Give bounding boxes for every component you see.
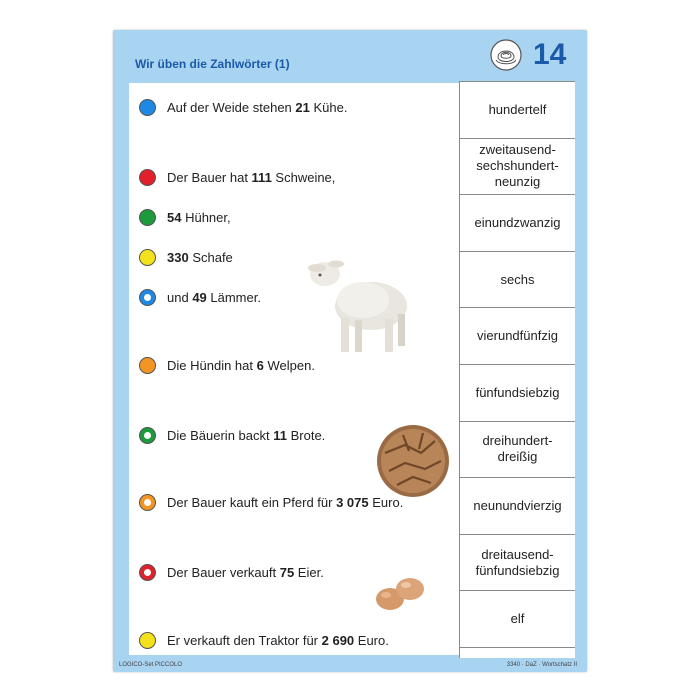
sentence-text (167, 358, 315, 373)
sentence-pre: Der Bauer hat (167, 169, 252, 185)
sentence-text (167, 428, 325, 443)
answer-text (476, 547, 560, 579)
color-dot-marker-icon (139, 169, 156, 186)
answer-text (482, 433, 552, 465)
color-dot-marker-icon (139, 99, 156, 116)
answer-line: neunzig (494, 174, 541, 190)
footer-product-code: 3340 · DaZ · Wortschatz II (506, 662, 577, 668)
sentence-pre: Die Bäuerin backt (167, 427, 274, 443)
sentence-panel (129, 83, 459, 655)
answer-line: einundzwanzig (474, 214, 561, 230)
sentence-post: Euro. (368, 494, 404, 510)
answer-line: elf (510, 611, 525, 627)
sentence-row (139, 560, 324, 584)
bread-image (375, 423, 451, 499)
sentence-pre: Er verkauft den Traktor für (167, 632, 322, 648)
sentence-row (139, 95, 347, 119)
sentence-row (139, 353, 315, 377)
answer-cell[interactable] (460, 478, 575, 535)
color-dot-marker-icon (139, 357, 156, 374)
answer-text (501, 272, 535, 288)
color-dot-marker-icon (139, 209, 156, 226)
answer-text (476, 142, 558, 190)
sentence-text (167, 170, 335, 185)
answer-line: vierundfünfzig (477, 328, 558, 344)
color-ring-marker-icon (139, 289, 156, 306)
sentence-text (167, 633, 389, 648)
sentence-row (139, 423, 325, 447)
answer-line: dreißig (497, 449, 538, 465)
sentence-text (167, 250, 233, 265)
sentence-row (139, 628, 389, 652)
sentence-post: Eier. (294, 564, 324, 580)
sentence-post: Schweine, (271, 169, 336, 185)
answer-text (474, 215, 560, 231)
sentence-post: Lämmer. (206, 289, 261, 305)
answer-cell[interactable] (460, 591, 575, 648)
sentence-number: 21 (295, 99, 310, 115)
answer-column (459, 81, 575, 658)
sentence-post: Hühner, (181, 209, 231, 225)
sentence-number: 330 (167, 249, 189, 265)
sentence-text (167, 565, 324, 580)
sentence-pre: Der Bauer kauft ein Pferd für (167, 494, 337, 510)
exercise-card (113, 30, 587, 672)
sentence-number: 2 690 (321, 632, 355, 648)
color-ring-marker-icon (139, 427, 156, 444)
sentence-number: 3 075 (336, 494, 369, 510)
answer-line: dreihundert- (482, 433, 553, 449)
sentence-text (167, 290, 261, 305)
answer-text (476, 385, 560, 401)
sentence-number: 49 (192, 289, 207, 305)
sentence-text (167, 100, 347, 115)
sentence-post: Welpen. (263, 357, 315, 373)
answer-cell[interactable] (460, 422, 575, 479)
lamb-image (303, 248, 415, 358)
rose-symbol-icon (489, 38, 523, 72)
color-ring-marker-icon (139, 564, 156, 581)
sentence-row (139, 165, 335, 189)
answer-line: fünfundsiebzig (475, 384, 560, 400)
answer-line: hundertelf (488, 101, 547, 117)
sentence-number: 54 (167, 209, 182, 225)
answer-cell[interactable] (460, 252, 575, 309)
sentence-row (139, 245, 233, 269)
sentence-text (167, 210, 231, 225)
answer-line: dreitausend- (481, 546, 554, 562)
sentence-number: 6 (256, 357, 264, 373)
sentence-text (167, 495, 403, 510)
answer-cell[interactable] (460, 82, 575, 139)
color-dot-marker-icon (139, 249, 156, 266)
sentence-row (139, 490, 403, 514)
sentence-number: 111 (251, 169, 272, 185)
answer-cell[interactable] (460, 195, 575, 252)
sentence-pre: und (167, 289, 193, 305)
sentence-pre: Die Hündin hat (167, 357, 257, 373)
eggs-image (372, 573, 428, 615)
answer-text (511, 611, 525, 627)
page-number: 14 (533, 38, 567, 71)
answer-line: fünfundsiebzig (475, 562, 560, 578)
answer-line: zweitausend- (479, 142, 556, 158)
sentence-row (139, 285, 261, 309)
answer-cell[interactable] (460, 535, 575, 592)
page-title: Wir üben die Zahlwörter (1) (135, 57, 290, 71)
answer-line: neunundvierzig (473, 497, 562, 513)
sentence-row (139, 205, 231, 229)
answer-cell[interactable] (460, 308, 575, 365)
answer-text (477, 328, 558, 344)
sentence-post: Brote. (286, 427, 326, 443)
sentence-post: Kühe. (309, 99, 348, 115)
sentence-pre: Der Bauer verkauft (167, 564, 280, 580)
sentence-post: Schafe (188, 249, 233, 265)
answer-line: sechs (500, 271, 535, 287)
sentence-number: 11 (273, 427, 287, 443)
sentence-pre: Auf der Weide stehen (167, 99, 296, 115)
sentence-post: Euro. (354, 632, 389, 648)
footer-set-name: LOGICO-Set PICCOLO (119, 662, 183, 668)
answer-text (473, 498, 561, 514)
color-ring-marker-icon (139, 494, 156, 511)
answer-text (489, 102, 547, 118)
color-dot-marker-icon (139, 632, 156, 649)
answer-line: sechshundert- (476, 158, 559, 174)
sentence-number: 75 (279, 564, 295, 580)
answer-cell[interactable] (460, 139, 575, 196)
answer-cell[interactable] (460, 365, 575, 422)
